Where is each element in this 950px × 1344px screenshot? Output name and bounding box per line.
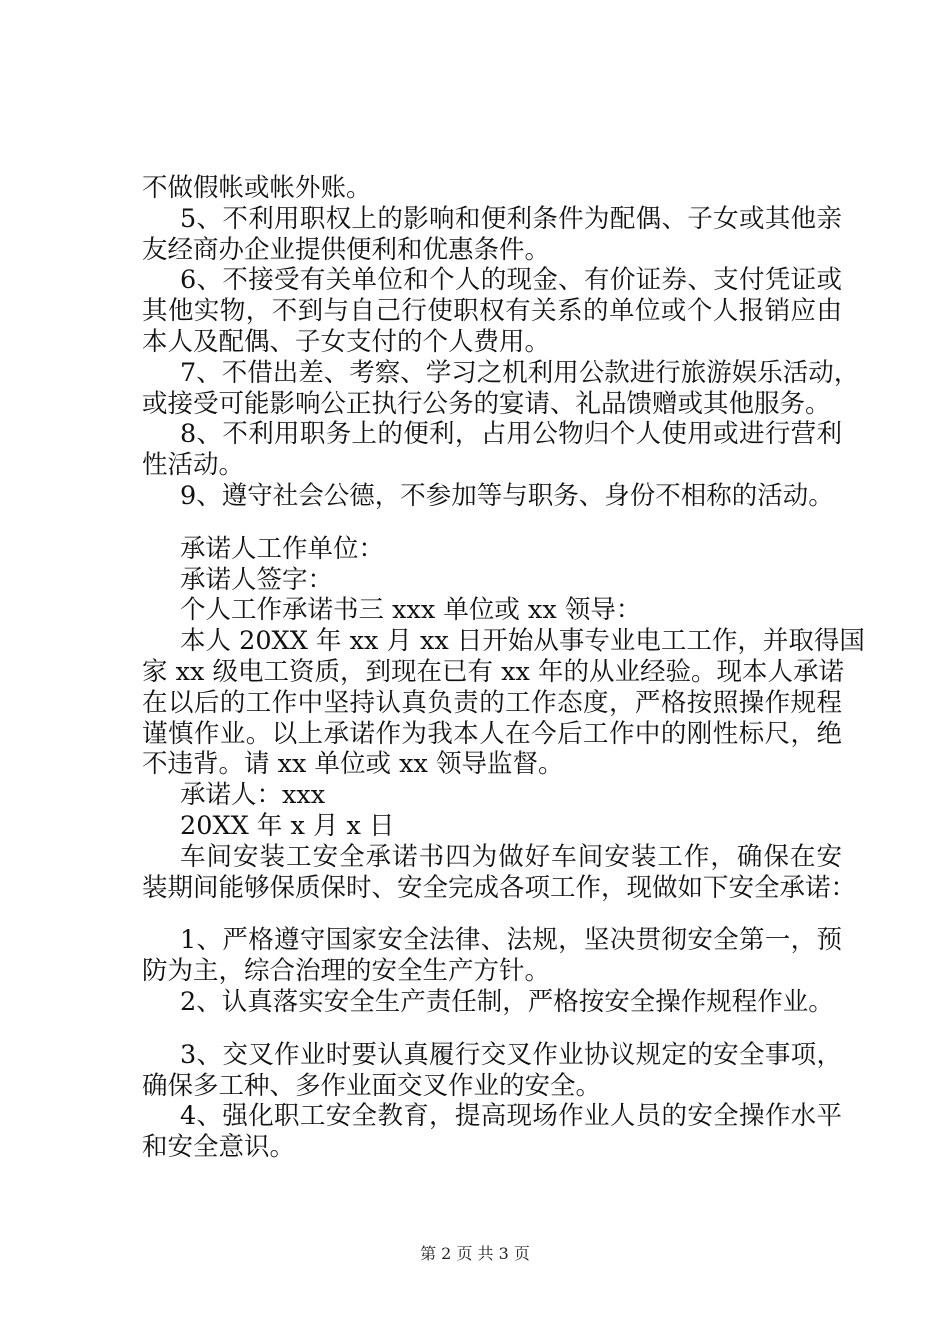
page-number: 第 2 页 共 3 页: [420, 1244, 530, 1263]
text-line: 确保多工种、多作业面交叉作业的安全。: [142, 1070, 602, 1101]
text-line: 家 xx 级电工资质，到现在已有 xx 年的从业经验。现本人承诺: [142, 656, 844, 687]
text-line: 个人工作承诺书三 xxx 单位或 xx 领导：: [180, 595, 642, 626]
paragraph-gap: [142, 903, 842, 925]
text-line: 20XX 年 x 月 x 日: [180, 810, 395, 841]
text-line: 承诺人工作单位：: [180, 533, 385, 564]
text-line: 其他实物，不到与自己行使职权有关系的单位或个人报销应由: [142, 296, 842, 327]
text-line: 谨慎作业。以上承诺作为我本人在今后工作中的刚性标尺，绝: [142, 718, 842, 749]
text-line: 防为主，综合治理的安全生产方针。: [142, 956, 551, 987]
text-line: 承诺人签字：: [180, 564, 334, 595]
text-line: 2、认真落实安全生产责任制，严格按安全操作规程作业。: [180, 986, 834, 1017]
document-body: [142, 173, 865, 1163]
text-line: 车间安装工安全承诺书四为做好车间安装工作，确保在安: [180, 841, 842, 872]
text-line: 友经商办企业提供便利和优惠条件。: [142, 234, 551, 265]
text-line: 和安全意识。: [142, 1132, 296, 1163]
text-line: 7、不借出差、考察、学习之机利用公款进行旅游娱乐活动，: [180, 357, 860, 388]
text-line: 1、严格遵守国家安全法律、法规，坚决贯彻安全第一，预: [180, 925, 842, 956]
text-line: 性活动。: [142, 450, 245, 481]
text-line: 本人及配偶、子女支付的个人费用。: [142, 326, 551, 357]
text-line: 4、强化职工安全教育，提高现场作业人员的安全操作水平: [180, 1101, 842, 1132]
text-line: 6、不接受有关单位和个人的现金、有价证券、支付凭证或: [180, 265, 842, 296]
text-line: 8、不利用职务上的便利，占用公物归个人使用或进行营利: [180, 419, 842, 450]
text-line: 5、不利用职权上的影响和便利条件为配偶、子女或其他亲: [180, 203, 842, 234]
text-line: 或接受可能影响公正执行公务的宴请、礼品馈赠或其他服务。: [142, 388, 831, 419]
text-line: 本人 20XX 年 xx 月 xx 日开始从事专业电工工作，并取得国: [180, 626, 865, 657]
text-line: 3、交叉作业时要认真履行交叉作业协议规定的安全事项，: [180, 1039, 842, 1070]
text-line: 装期间能够保质保时、安全完成各项工作，现做如下安全承诺：: [142, 872, 857, 903]
text-line: 承诺人：xxx: [180, 780, 326, 811]
text-line: 在以后的工作中坚持认真负责的工作态度，严格按照操作规程: [142, 687, 842, 718]
paragraph-gap: [142, 512, 842, 534]
text-line: 不做假帐或帐外账。: [142, 173, 372, 203]
text-line: 不违背。请 xx 单位或 xx 领导监督。: [142, 749, 564, 780]
text-line: 9、遵守社会公德，不参加等与职务、身份不相称的活动。: [180, 480, 834, 511]
paragraph-gap: [142, 1018, 842, 1040]
